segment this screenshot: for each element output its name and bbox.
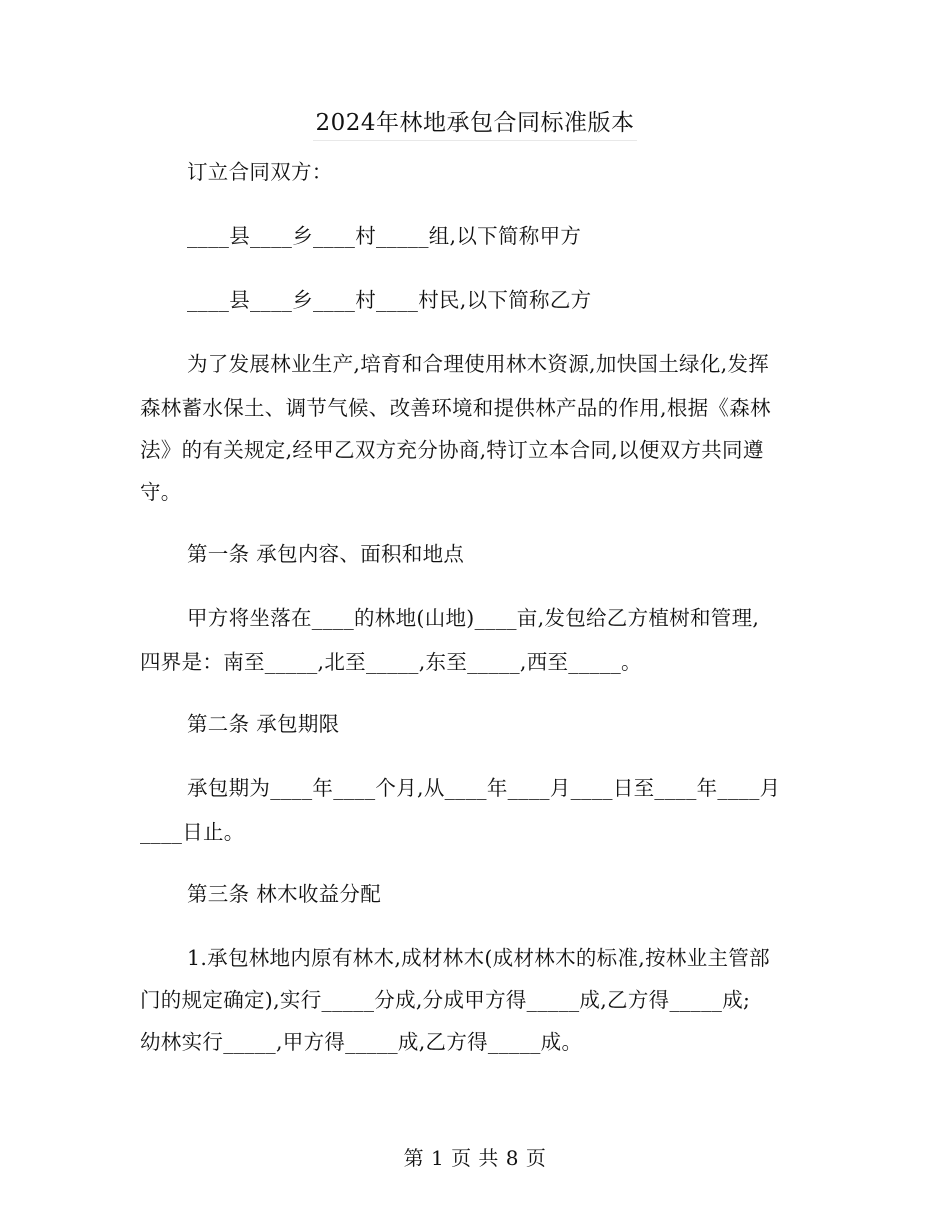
article-3-line-1: 1.承包林地内原有林木,成材林木(成材林木的标准,按林业主管部: [187, 946, 770, 970]
preamble-line-1: 为了发展林业生产,培育和合理使用林木资源,加快国土绿化,发挥: [187, 352, 770, 376]
article-1-heading: 第一条 承包内容、面积和地点: [187, 542, 465, 566]
article-3-line-3: 幼林实行_____,甲方得_____成,乙方得_____成。: [140, 1030, 583, 1054]
article-2-line-2: ____日止。: [140, 820, 245, 844]
article-1-line-1: 甲方将坐落在____的林地(山地)____亩,发包给乙方植树和管理,: [187, 606, 760, 630]
party-b-line: ____县____乡____村____村民,以下简称乙方: [187, 288, 592, 312]
page-number-footer: 第 1 页 共 8 页: [403, 1146, 547, 1170]
document-title: [0, 106, 950, 141]
party-a-line: ____县____乡____村_____组,以下简称甲方: [187, 224, 582, 248]
article-1-line-2: 四界是：南至_____,北至_____,东至_____,西至_____。: [140, 650, 642, 674]
article-2-line-1: 承包期为____年____个月,从____年____月____日至____年____月: [187, 776, 781, 800]
preamble-line-3: 法》的有关规定,经甲乙双方充分协商,特订立本合同,以便双方共同遵: [140, 438, 764, 462]
preamble-line-2: 森林蓄水保土、调节气候、改善环境和提供林产品的作用,根据《森林: [140, 396, 771, 420]
parties-heading: 订立合同双方：: [187, 160, 333, 184]
preamble-line-4: 守。: [140, 480, 182, 504]
article-2-heading: 第二条 承包期限: [187, 712, 340, 736]
article-3-heading: 第三条 林木收益分配: [187, 882, 382, 906]
article-3-line-2: 门的规定确定),实行_____分成,分成甲方得_____成,乙方得_____成;: [140, 988, 751, 1012]
document-title-text: 2024年林地承包合同标准版本: [313, 106, 636, 141]
